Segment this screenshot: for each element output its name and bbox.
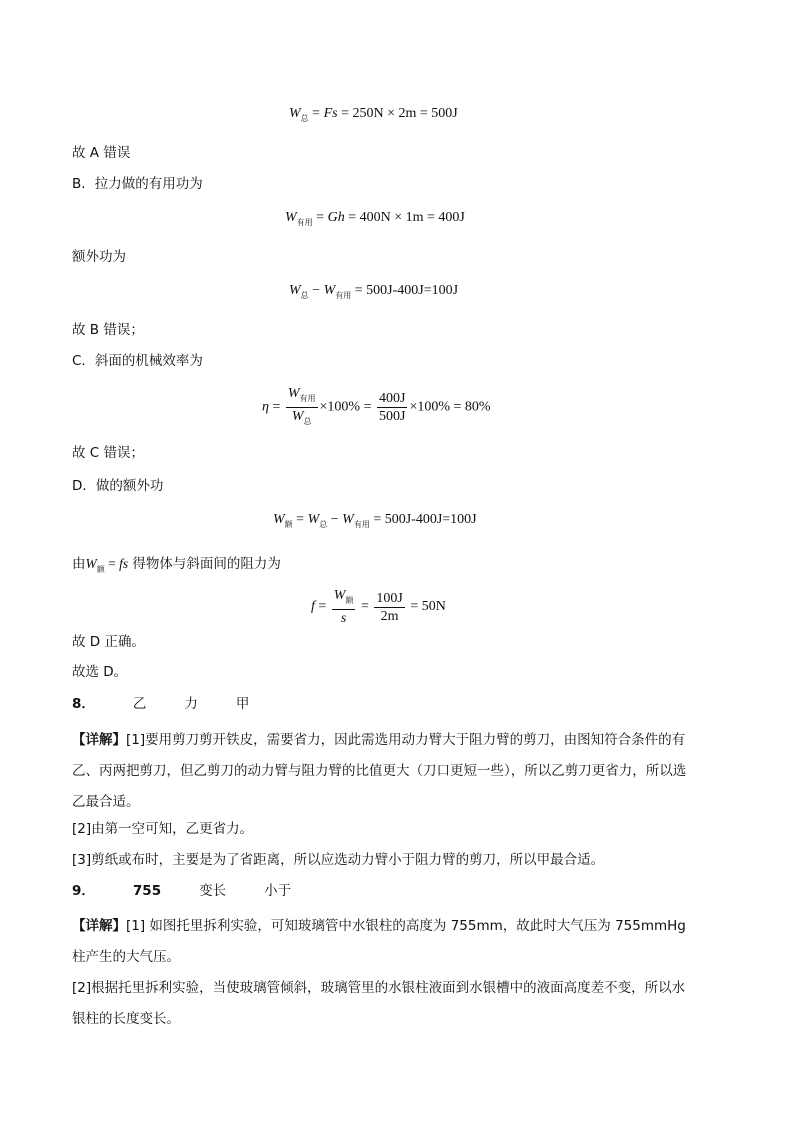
equals: = [292,512,308,527]
equals: = [357,599,373,615]
equation-rhs: = 500J-400J=100J [351,283,459,298]
symbol-f: f [311,599,315,615]
answer-1: 乙 [132,696,147,712]
symbol-w: W [285,210,297,225]
symbol-w: W [289,283,301,298]
subscript: 总 [319,520,328,529]
fraction [286,385,318,430]
symbol-w: W [333,588,346,603]
symbol-w: W [289,106,301,121]
denominator: 500J [378,409,406,424]
symbol-w: W [323,283,336,298]
symbol-fs: Fs [323,106,338,121]
subscript: 额 [96,565,105,574]
equals: = [308,106,324,121]
equation-rhs: = 250N × 2m = 500J [337,106,458,121]
text-suffix: 得物体与斜面间的阻力为 [128,556,281,572]
equation-rhs: = 400N × 1m = 400J [344,210,465,225]
symbol-w: W [273,512,285,527]
detail-paragraph: [1]要用剪刀剪开铁皮，需要省力，因此需选用动力臂大于阻力臂的剪刀，由图知符合条件的有乙、丙两把剪刀，但乙剪刀的动力臂与阻力臂的比值更大（刀口更短一些），所以乙剪刀更省力，所以选乙最合适。 [72,732,687,810]
answer-1: 755 [132,883,162,899]
subscript: 有用 [296,218,313,227]
fraction [377,390,407,425]
symbol-w: W [85,556,97,571]
symbol-gh: Gh [327,210,345,225]
text-line-a: 故 A 错误 [72,145,131,161]
equation-extra-work [289,281,458,306]
subscript: 额 [345,596,354,605]
text-line-extra-work: 额外功为 [72,249,126,265]
text-line-choose: 故选 D。 [72,664,128,680]
symbol-w: W [342,512,354,527]
fraction [374,590,404,625]
subscript: 有用 [335,291,352,300]
numerator [332,587,356,610]
text-line-b: B．拉力做的有用功为 [72,176,203,192]
question-9-answers [72,881,291,901]
text-line-d: D．做的额外功 [72,478,164,494]
question-number: 8． [72,696,95,712]
question-9-part-2: [2]根据托里拆利实验，当使玻璃管倾斜，玻璃管里的水银柱液面到水银槽中的液面高度差不变，所以水银柱的长度变长。 [72,980,686,1027]
equation-rhs: ×100% = 80% [409,399,491,415]
text-line-resistance [72,554,281,580]
equation-total-work [289,104,458,129]
question-8-part-3: [3]剪纸或布时，主要是为了省距离，所以应选动力臂小于阻力臂的剪刀，所以甲最合适。 [72,852,605,868]
equals: = [312,210,328,225]
question-8-detail [72,725,694,818]
answer-2: 力 [184,696,198,712]
question-8-part-2: [2]由第一空可知，乙更省力。 [72,821,254,837]
subscript: 总 [300,114,309,123]
answer-3: 甲 [235,696,250,712]
numerator [286,385,318,408]
answer-2: 变长 [199,883,227,899]
question-8-answers [72,694,249,714]
equation-rhs: = 50N [406,599,446,615]
equals: = [314,599,330,615]
subscript: 有用 [299,394,316,403]
numerator: 100J [376,590,403,606]
percent-factor: ×100% = [319,399,375,415]
minus: − [308,283,324,298]
subscript: 有用 [353,520,370,529]
denominator [286,408,318,430]
detail-paragraph: [1] 如图托里拆利实验，可知玻璃管中水银柱的高度为 755mm，故此时大气压为 755mmHg 柱产生的大气压。 [72,918,686,965]
symbol-eta: η [262,399,269,415]
detail-tag: 【详解】 [72,918,126,934]
answer-3: 小于 [264,883,292,899]
text-prefix: 由 [72,556,86,572]
subscript: 额 [284,520,293,529]
symbol-w: W [291,409,304,424]
question-9-detail [72,911,694,973]
symbol-w: W [287,386,300,401]
equals: = [268,399,284,415]
subscript: 总 [300,291,309,300]
numerator: 400J [378,391,406,406]
minus: − [327,512,343,527]
subscript: 总 [303,417,312,426]
equation-resistance [311,587,446,627]
text-line-c-end: 故 C 错误； [72,445,145,461]
text-line-c: C．斜面的机械效率为 [72,353,203,369]
detail-tag: 【详解】 [72,732,126,748]
denominator: 2m [380,608,399,624]
question-number: 9． [72,883,95,899]
equation-useful-work [285,208,465,233]
equals: = [104,556,120,571]
fraction [332,587,356,627]
equation-extra-work-d [273,510,477,535]
text-line-d-end: 故 D 正确。 [72,634,145,650]
symbol-w: W [307,512,320,527]
text-line-b-end: 故 B 错误； [72,322,144,338]
symbol-fs: fs [119,556,129,571]
equation-rhs: = 500J-400J=100J [369,512,477,527]
equation-efficiency [262,385,491,430]
denominator: s [340,611,347,626]
